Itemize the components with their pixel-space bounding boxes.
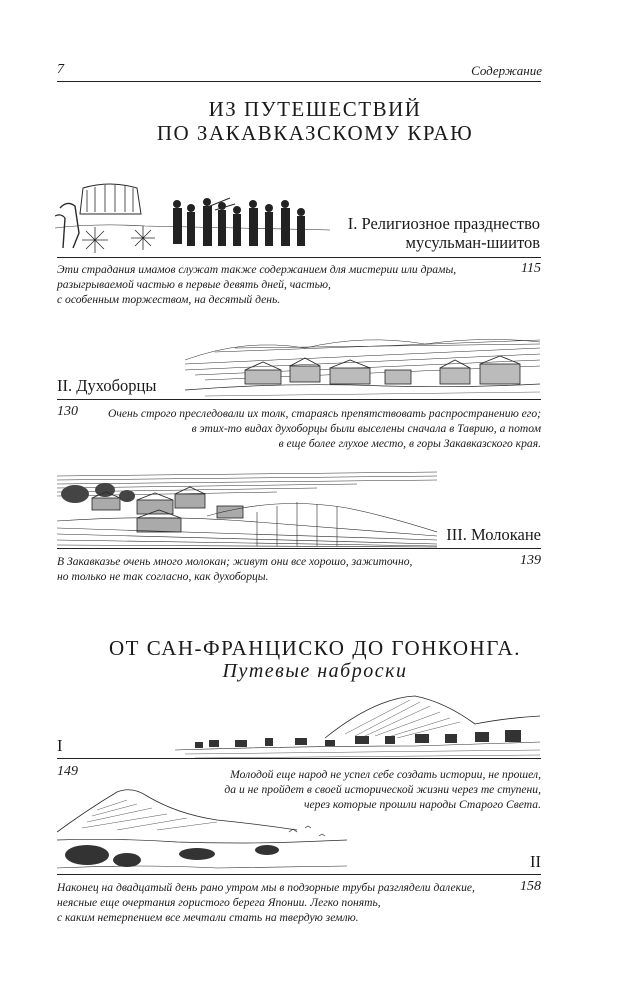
entry1-page: 115 xyxy=(521,261,541,276)
section2-entry2-summary-line3: с каким нетерпением все мечтали стать на твердую землю. xyxy=(57,911,359,924)
entry3-page: 139 xyxy=(520,553,541,568)
section2-entry2-summary-line2: неясные еще очертания гористого берега Японии. Легко понять, xyxy=(57,896,381,909)
page-number: 7 xyxy=(57,62,64,77)
volcano-coast-illustration xyxy=(57,780,347,875)
entry3-summary-line1: В Закавказье очень много молокан; живут они все хорошо, зажиточно, xyxy=(57,555,413,568)
section-title-line1: ИЗ ПУТЕШЕСТВИЙ xyxy=(208,97,422,121)
running-title: Содержание xyxy=(471,63,542,78)
section2-entry2-title: II xyxy=(530,852,541,871)
section2-entry1-summary-line2: да и не пройдет в своей исторической жизни через те ступени, xyxy=(224,783,541,796)
entry1-summary-line3: с особенным торжеством, на десятый день. xyxy=(57,293,281,306)
header-rule xyxy=(57,81,541,82)
entry2-title: II. Духоборцы xyxy=(57,376,157,395)
entry1-title-line2: мусульман-шиитов xyxy=(405,233,540,252)
entry2-summary-line2: в этих-то видах духоборцы были выселены сначала в Таврию, а потом xyxy=(191,422,541,435)
entry1-rule xyxy=(57,257,541,258)
section2-title: ОТ САН-ФРАНЦИСКО ДО ГОНКОНГА. xyxy=(109,636,521,660)
caravan-procession-illustration xyxy=(55,178,330,258)
mountain-village-illustration xyxy=(185,330,540,400)
section2-entry2-rule xyxy=(57,874,541,875)
section-title-line2: ПО ЗАКАВКАЗСКОМУ КРАЮ xyxy=(156,121,474,145)
entry2-summary-line1: Очень строго преследовали их толк, стараясь препятствовать распространению его; xyxy=(107,407,541,420)
section2-entry1-page: 149 xyxy=(57,764,78,779)
entry3-rule xyxy=(57,548,541,549)
entry2-summary-line3: в еще более глухое место, в горы Закавказского края. xyxy=(278,437,541,450)
section2-entry1-summary-line3: через которые прошли народы Старого Света. xyxy=(303,798,541,811)
hillside-village-illustration xyxy=(57,466,437,548)
section2-entry2-page: 158 xyxy=(520,879,541,894)
section2-entry1-rule xyxy=(57,758,541,759)
entry1-summary-line2: разыгрываемой частью в первые девять дней, частью, xyxy=(57,278,331,291)
entry3-summary-line2: но только не так согласно, как духоборцы. xyxy=(57,570,269,583)
section2-entry2-summary-line1: Наконец на двадцатый день рано утром мы в подзорные трубы разглядели далекие, xyxy=(57,881,475,894)
entry3-title: III. Молокане xyxy=(446,525,541,544)
section2-subtitle: Путевые наброски xyxy=(222,660,408,682)
entry1-title-line1: I. Религиозное празднество xyxy=(347,214,540,233)
entry2-rule xyxy=(57,399,541,400)
section2-entry1-title: I xyxy=(57,736,63,755)
section2-entry1-summary-line1: Молодой еще народ не успел себе создать истории, не прошел, xyxy=(230,768,541,781)
bay-town-illustration xyxy=(175,690,540,760)
entry1-summary-line1: Эти страдания имамов служат также содержанием для мистерии или драмы, xyxy=(57,263,457,276)
entry2-page: 130 xyxy=(57,404,78,419)
